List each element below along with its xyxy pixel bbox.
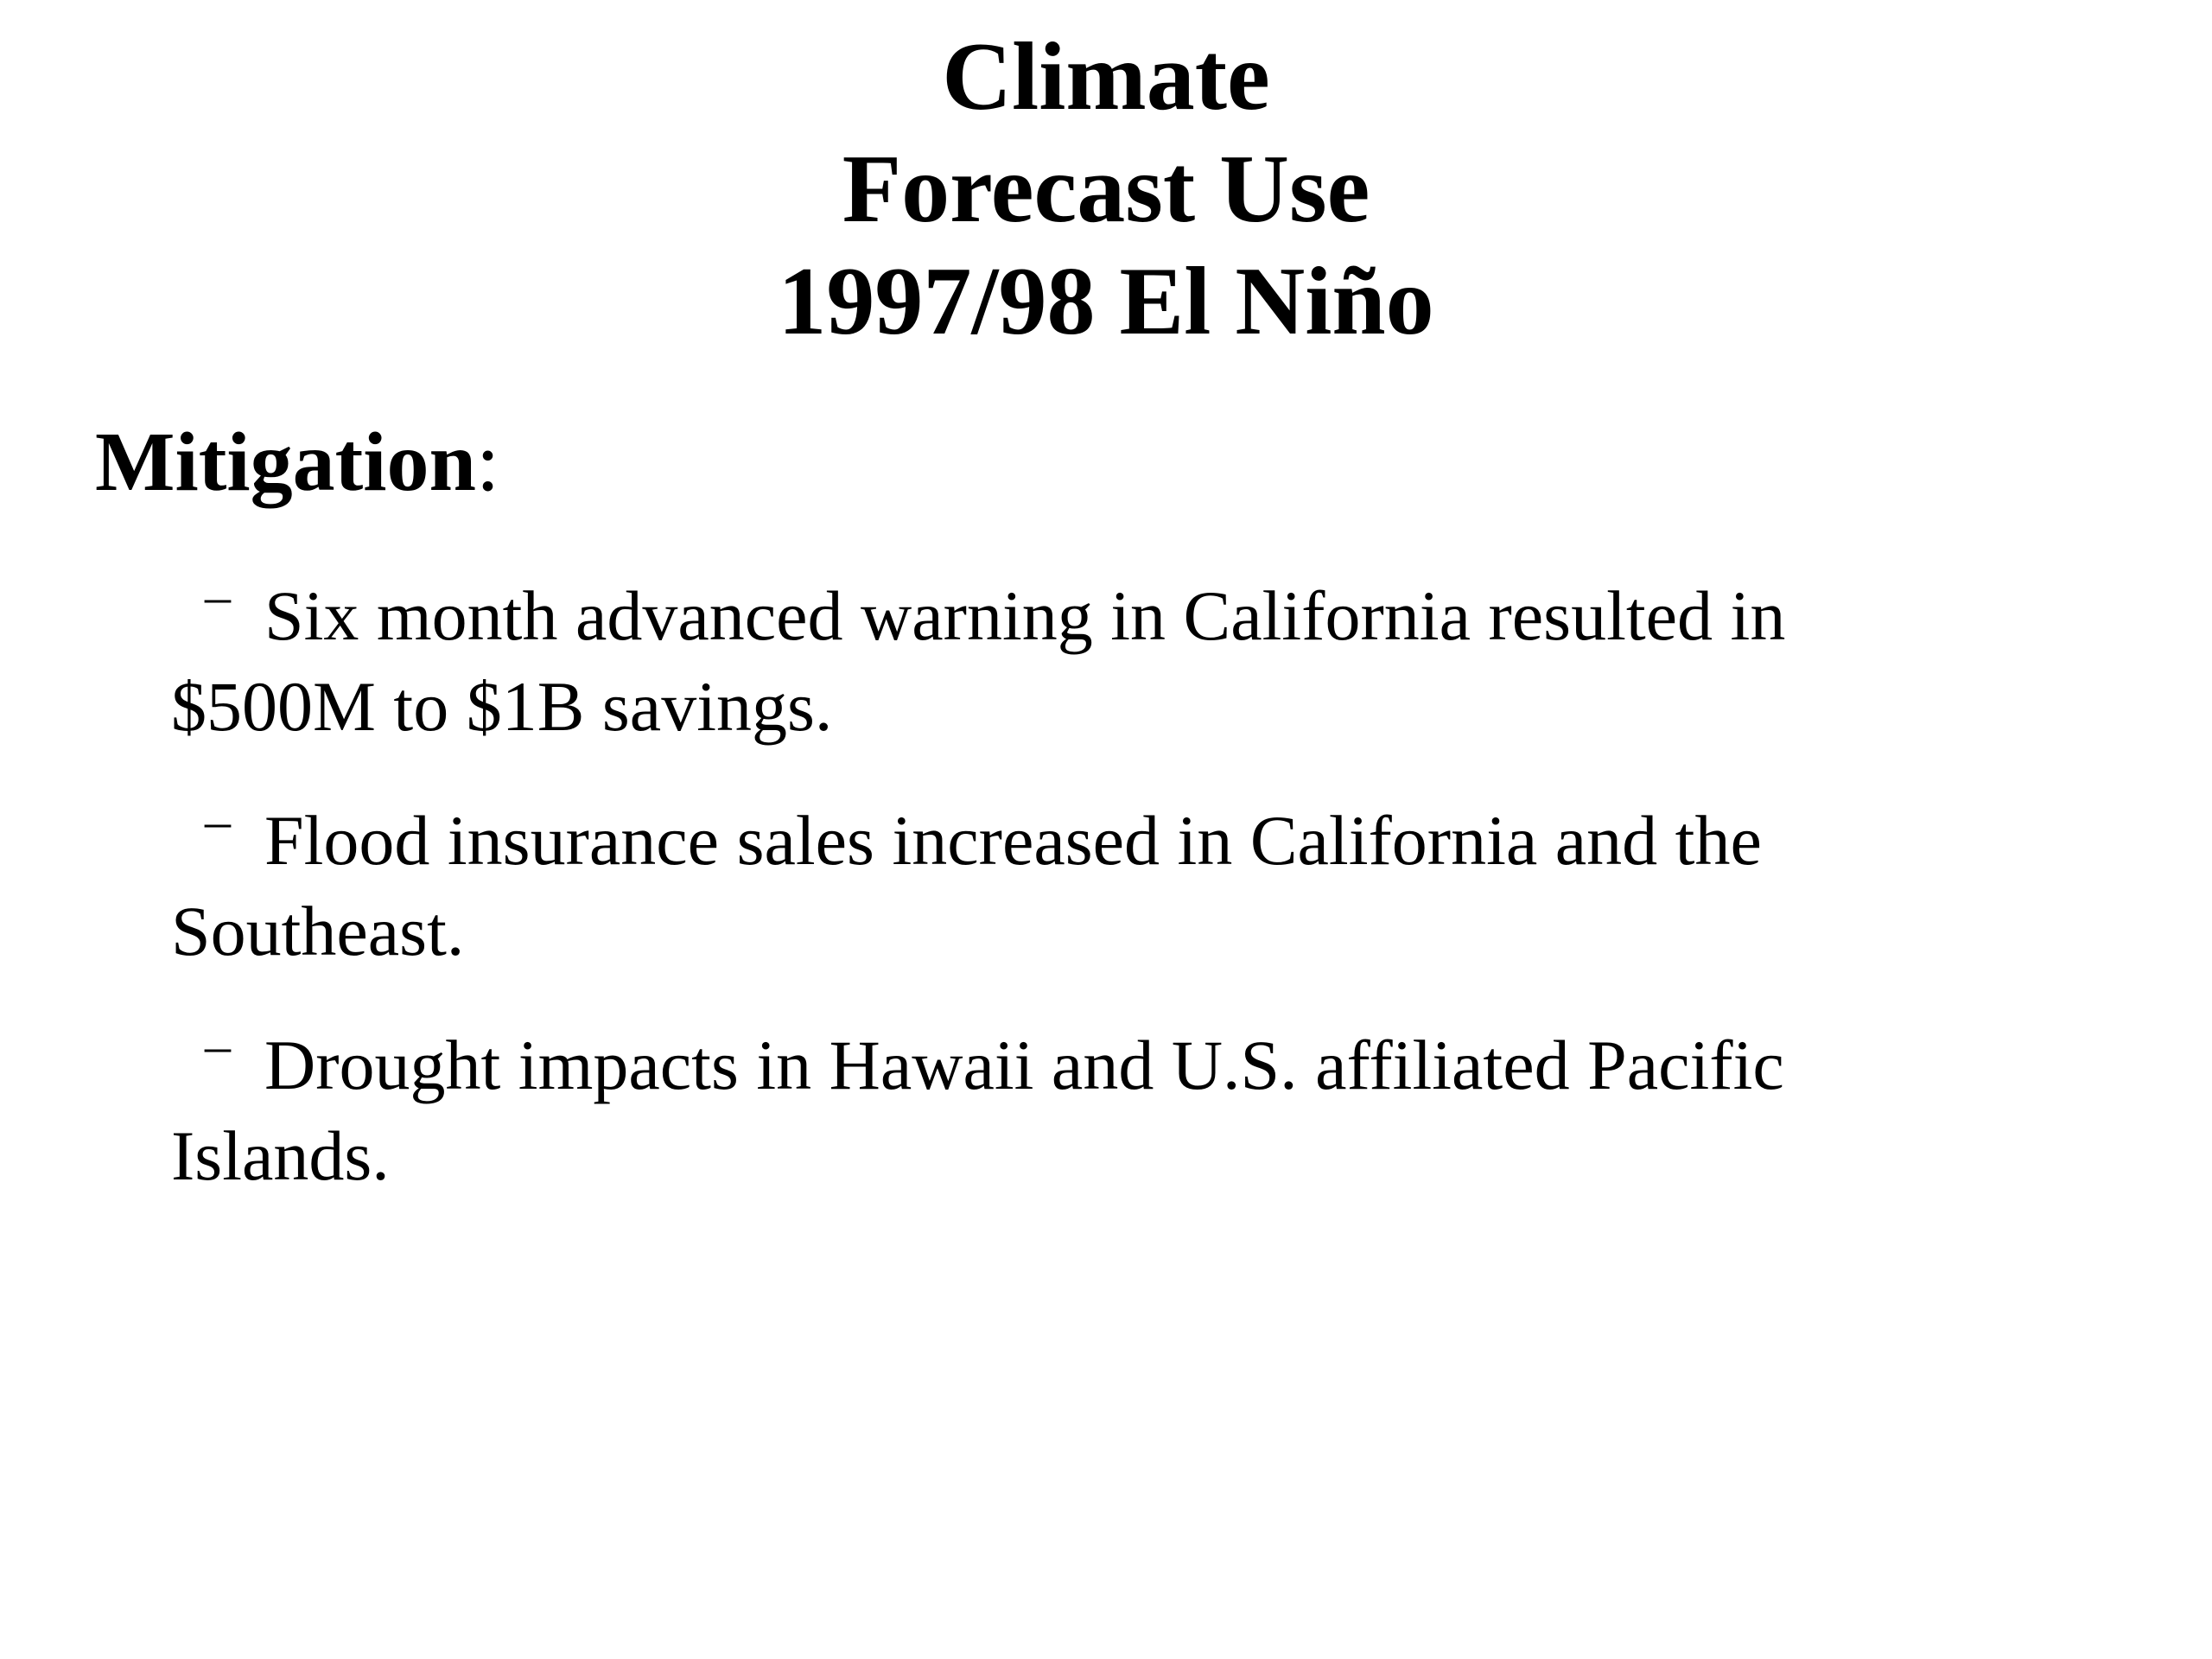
dash-bullet-icon: –	[205, 792, 231, 849]
bullet-text: Drought impacts in Hawaii and U.S. affiliated Pacific Islands.	[171, 1026, 1784, 1195]
title-line: Forecast Use	[842, 136, 1370, 243]
title-line: 1997/98 El Niño	[778, 248, 1434, 355]
list-item	[171, 570, 2037, 752]
dash-bullet-icon: –	[205, 568, 231, 625]
title-line: Climate	[942, 23, 1270, 130]
bullet-list	[171, 570, 2037, 1244]
section-heading	[95, 415, 499, 510]
list-item	[171, 792, 2037, 976]
bullet-text: Six month advanced warning in California resulted in $500M to $1B savings.	[171, 576, 1786, 746]
section-heading-colon: :	[475, 416, 500, 509]
slide-title	[0, 21, 2212, 358]
list-item	[171, 1017, 2037, 1201]
section-heading-text: Mitigation	[95, 416, 476, 509]
dash-bullet-icon: –	[205, 1017, 231, 1074]
bullet-text: Flood insurance sales increased in California and the Southeast.	[171, 801, 1762, 970]
